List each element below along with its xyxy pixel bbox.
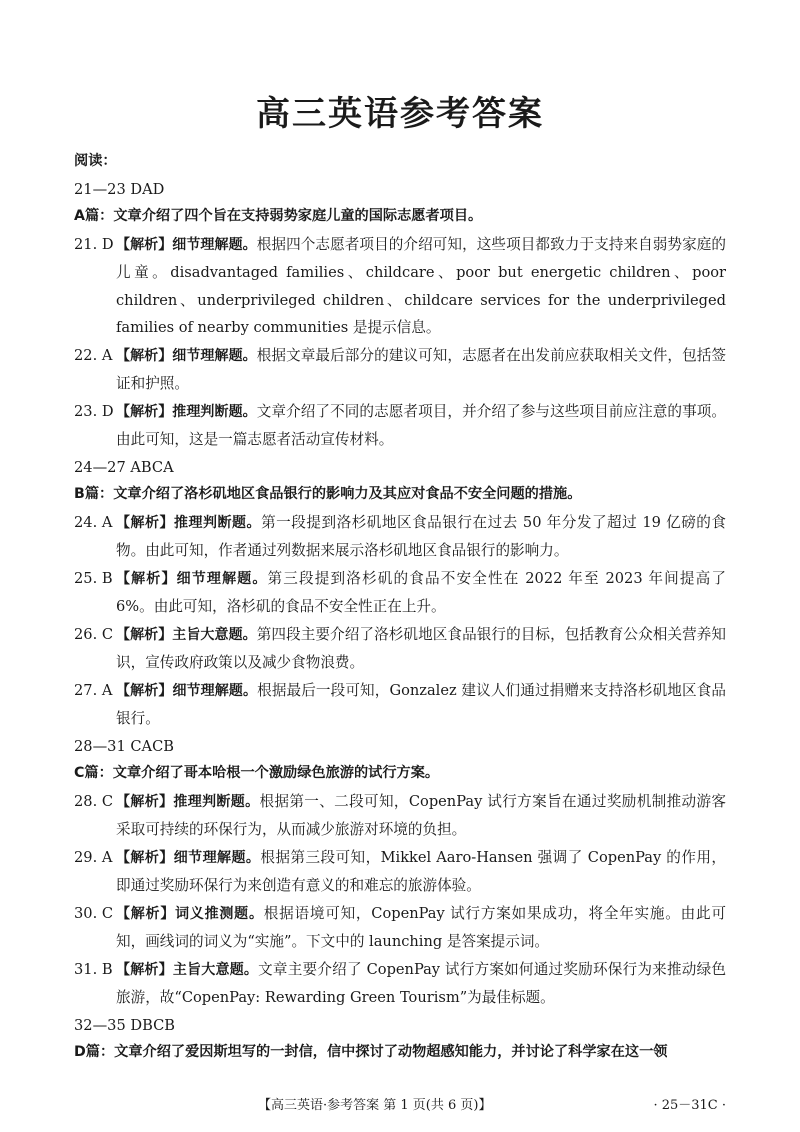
explanation-tag: 【解析】推理判断题。 — [116, 514, 262, 531]
item-explanation — [116, 900, 726, 956]
item-explanation — [116, 398, 726, 454]
answer-item — [74, 231, 726, 342]
passage-summary: A篇：文章介绍了四个旨在支持弱势家庭儿童的国际志愿者项目。 — [74, 208, 483, 224]
answer-range: 32—35 DBCB — [74, 1016, 175, 1034]
item-number: 23. D — [74, 402, 114, 420]
explanation-text: 根据四个志愿者项目的介绍可知，这些项目都致力于支持来自弱势家庭的儿童。disadvantaged families、childcare、poor but energetic children、poor children、underprivileged children、childcare services for the underprivileged families of nearby communities 是提示信息。 — [116, 235, 726, 336]
explanation-tag: 【解析】细节理解题。 — [116, 347, 257, 364]
answer-item — [74, 509, 726, 565]
answer-item — [74, 565, 726, 621]
explanation-text: 根据第一、二段可知，CopenPay 试行方案旨在通过奖励机制推动游客采取可持续的环保行为，从而减少旅游对环境的负担。 — [116, 792, 726, 838]
item-number: 29. A — [74, 848, 113, 866]
explanation-text: 第四段主要介绍了洛杉矶地区食品银行的目标，包括教育公众相关营养知识，宣传政府政策以及减少食物浪费。 — [116, 625, 726, 671]
explanation-tag: 【解析】细节理解题。 — [116, 236, 257, 253]
answer-item — [74, 900, 726, 956]
explanation-tag: 【解析】推理判断题。 — [116, 403, 257, 420]
explanation-tag: 【解析】细节理解题。 — [116, 570, 268, 587]
passage-summary: B篇：文章介绍了洛杉矶地区食品银行的影响力及其应对食品不安全问题的措施。 — [74, 486, 582, 502]
explanation-text: 第三段提到洛杉矶的食品不安全性在 2022 年至 2023 年间提高了 6%。由此可知，洛杉矶的食品不安全性正在上升。 — [116, 569, 726, 615]
explanation-text: 第一段提到洛杉矶地区食品银行在过去 50 年分发了超过 19 亿磅的食物。由此可知，作者通过列数据来展示洛杉矶地区食品银行的影响力。 — [116, 513, 727, 559]
explanation-tag: 【解析】词义推测题。 — [116, 905, 264, 922]
item-explanation — [116, 788, 726, 844]
explanation-tag: 【解析】主旨大意题。 — [116, 961, 259, 978]
item-explanation — [116, 621, 726, 677]
answer-item — [74, 677, 726, 733]
explanation-text: 文章主要介绍了 CopenPay 试行方案如何通过奖励环保行为来推动绿色旅游，故“CopenPay: Rewarding Green Tourism”为最佳标题。 — [116, 960, 726, 1006]
item-number: 22. A — [74, 346, 113, 364]
answer-range: 24—27 ABCA — [74, 458, 174, 476]
item-number: 31. B — [74, 960, 113, 978]
item-explanation — [116, 342, 726, 398]
answer-item — [74, 956, 726, 1012]
item-explanation — [116, 509, 726, 565]
item-explanation — [116, 956, 726, 1012]
item-number: 24. A — [74, 513, 113, 531]
page-title: 高三英语参考答案 — [256, 94, 544, 134]
explanation-text: 根据第三段可知，Mikkel Aaro-Hansen 强调了 CopenPay 的作用，即通过奖励环保行为来创造有意义的和难忘的旅游体验。 — [116, 848, 726, 894]
answer-item — [74, 398, 726, 454]
explanation-text: 根据文章最后部分的建议可知，志愿者在出发前应获取相关文件，包括签证和护照。 — [116, 346, 726, 392]
item-number: 26. C — [74, 625, 114, 643]
answer-item — [74, 342, 726, 398]
explanation-text: 根据语境可知，CopenPay 试行方案如果成功，将全年实施。由此可知，画线词的词义为“实施”。下文中的 launching 是答案提示词。 — [116, 904, 726, 950]
item-explanation — [116, 231, 726, 342]
footer-exam-code: · 25－31C · — [653, 1098, 726, 1113]
passage-summary: D篇：文章介绍了爱因斯坦写的一封信，信中探讨了动物超感知能力，并讨论了科学家在这一领 — [74, 1044, 668, 1060]
explanation-tag: 【解析】细节理解题。 — [116, 849, 261, 866]
item-explanation — [116, 677, 726, 733]
footer-page-info: 【高三英语·参考答案 第 1 页(共 6 页)】 — [258, 1098, 492, 1113]
answer-item — [74, 788, 726, 844]
answer-range: 28—31 CACB — [74, 737, 174, 755]
section-heading: 阅读： — [74, 153, 117, 169]
explanation-text: 文章介绍了不同的志愿者项目，并介绍了参与这些项目前应注意的事项。由此可知，这是一篇志愿者活动宣传材料。 — [116, 402, 726, 448]
item-explanation — [116, 565, 726, 621]
item-number: 30. C — [74, 904, 114, 922]
answer-item — [74, 621, 726, 677]
explanation-tag: 【解析】细节理解题。 — [116, 682, 258, 699]
answer-item — [74, 844, 726, 900]
item-number: 21. D — [74, 235, 114, 253]
item-number: 28. C — [74, 792, 114, 810]
answer-content — [74, 148, 726, 1067]
explanation-tag: 【解析】主旨大意题。 — [116, 626, 257, 643]
item-explanation — [116, 844, 726, 900]
explanation-tag: 【解析】推理判断题。 — [116, 793, 260, 810]
answer-range: 21—23 DAD — [74, 180, 165, 198]
explanation-text: 根据最后一段可知，Gonzalez 建议人们通过捐赠来支持洛杉矶地区食品银行。 — [116, 681, 726, 727]
item-number: 25. B — [74, 569, 113, 587]
passage-summary: C篇：文章介绍了哥本哈根一个激励绿色旅游的试行方案。 — [74, 765, 440, 781]
item-number: 27. A — [74, 681, 113, 699]
